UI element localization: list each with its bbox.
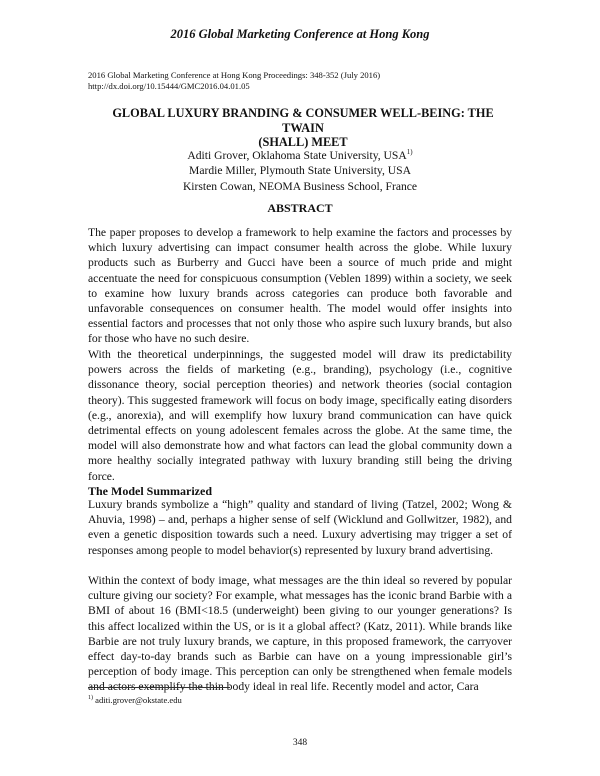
footnote-email[interactable]: aditi.grover@okstate.edu	[95, 695, 182, 705]
page-number: 348	[292, 738, 308, 748]
paper-title-line-2: (SHALL) MEET	[258, 135, 348, 149]
footnote	[88, 695, 182, 705]
running-header: 2016 Global Marketing Conference at Hong Kong	[170, 27, 430, 41]
author-list	[88, 145, 512, 194]
author-1-footnote-mark: 1)	[406, 148, 413, 156]
footnote-divider	[88, 687, 230, 688]
footnote-mark: 1)	[88, 695, 93, 702]
doi-link[interactable]: http://dx.doi.org/10.15444/GMC2016.04.01.05	[88, 81, 250, 91]
abstract-heading: ABSTRACT	[267, 201, 333, 215]
section-paragraph-1: Luxury brands symbolize a “high” quality and standard of living (Tatzel, 2002; Wong & Ahuvia, 1998) – and, perhaps a higher sense of self (Wicklund and Gollwitzer, 1982), and even a genetic disposition towards such a need. Luxury advertising may trigger a set of responses among people to model behavior(s) represented by luxury brand advertising.	[88, 498, 512, 557]
section-heading: The Model Summarized	[88, 484, 212, 498]
paper-title	[110, 106, 496, 150]
author-1	[88, 145, 512, 163]
proceedings-info	[88, 70, 380, 92]
author-2: Mardie Miller, Plymouth State University, USA	[189, 164, 411, 178]
section-paragraph-2: Within the context of body image, what messages are the thin ideal so revered by popular culture giving our society? For example, what messages has the iconic brand Barbie with a BMI of about 16 (BMI<18.5 (underweight) been giving to our younger generations? Is this affect localized within the US, or is it a global affect? (Katz, 2011). While brands like Barbie are not truly luxury brands, we capture, in this proposed framework, the carryover effect day-to-day brands such as Barbie can have on a young impressionable girl’s perception of body image. This perception can only be strengthened when female models and actors exemplify the thin body ideal in real life. Recently model and actor, Cara	[88, 574, 512, 694]
abstract-paragraph-1: The paper proposes to develop a framework to help examine the factors and processes by which luxury advertising can impact consumer health across the globe. While luxury products such as Burberry and Gucci have been a source of much pride and might accentuate the need for conspicuous consumption (Veblen 1899) within a society, we seek to examine how luxury brands across categories can produce both favorable and unfavorable consequences on consumer health. The model would offer insights into essential factors and processes that not only those who aspire such luxury brands, but also for those who have no such desire.	[88, 226, 512, 346]
paper-title-line-1: GLOBAL LUXURY BRANDING & CONSUMER WELL-BEING: THE TWAIN	[112, 106, 494, 135]
author-1-name: Aditi Grover, Oklahoma State University, USA	[187, 148, 407, 162]
proceedings-citation: 2016 Global Marketing Conference at Hong Kong Proceedings: 348-352 (July 2016)	[88, 70, 381, 80]
author-3: Kirsten Cowan, NEOMA Business School, France	[182, 179, 418, 193]
abstract-paragraph-2: With the theoretical underpinnings, the suggested model will draw its predictability powers across the fields of marketing (e.g., branding), psychology (i.e., cognitive dissonance theory, social perception theories) and network theories (social contagion theory). This suggested framework will focus on body image, specifically eating disorders (e.g., anorexia), and will exemplify how luxury brand communication can have quick detrimental effects on young adolescent females across the globe. At the same time, the model will also demonstrate how and what factors can lead the global community down a more healthy socially integrated pathway with luxury branding still being the driving force.	[88, 348, 512, 483]
